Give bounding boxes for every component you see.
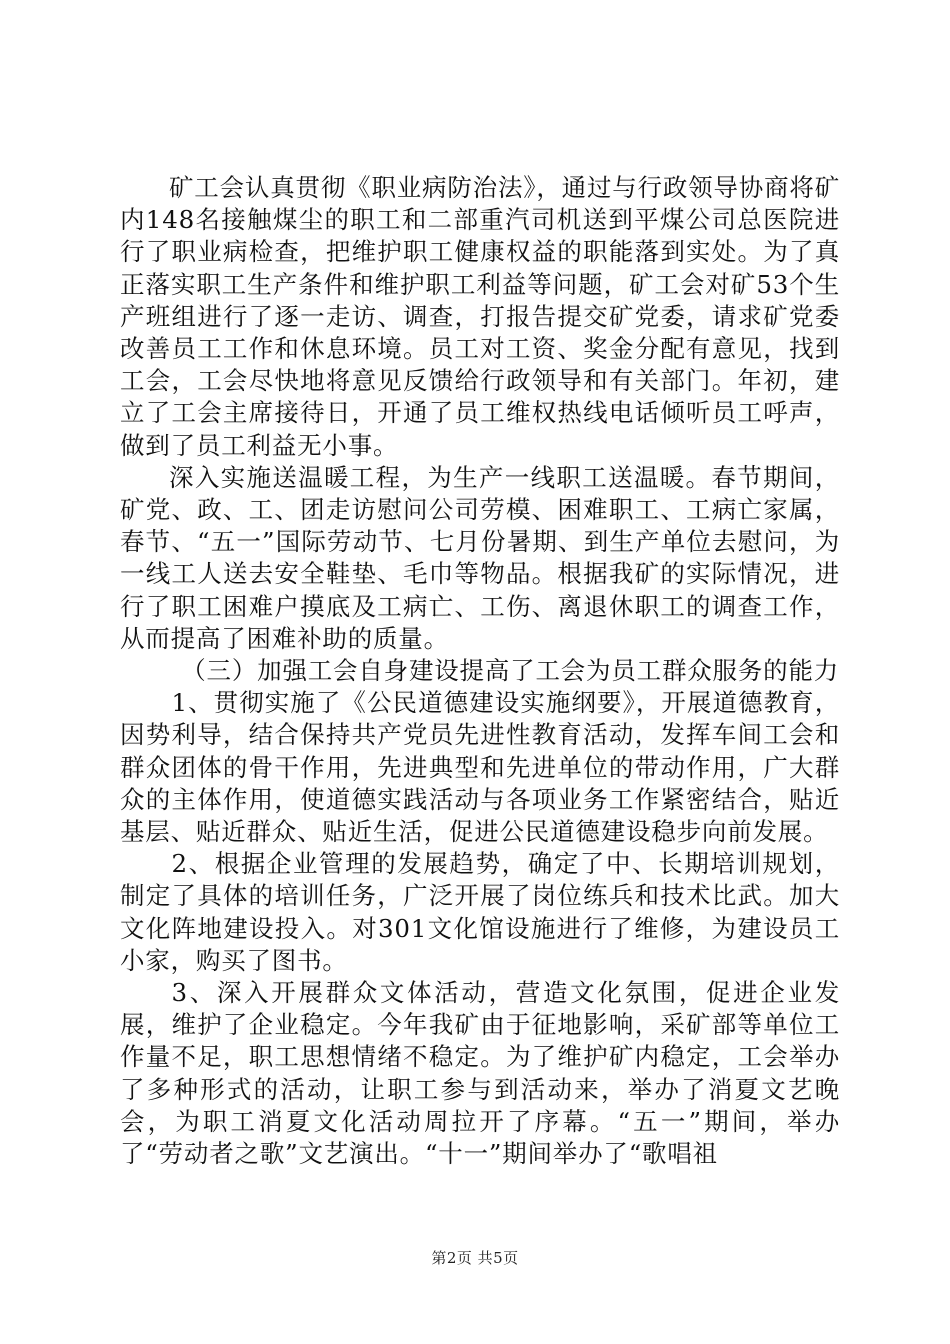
document-body [120, 172, 840, 1170]
section-heading-3: （三）加强工会自身建设提高了工会为员工群众服务的能力 [181, 656, 840, 686]
paragraph-occupational-health: 矿工会认真贯彻《职业病防治法》，通过与行政领导协商将矿内148名接触煤尘的职工和二部重汽司机送到平煤公司总医院进行了职业病检查，把维护职工健康权益的职能落到实处。为了真正落实职工生产条件和维护职工利益等问题，矿工会对矿53个生产班组进行了逐一走访、调查，打报告提交矿党委，请求矿党委改善员工工作和休息环境。员工对工资、奖金分配有意见，找到工会，工会尽快地将意见反馈给行政领导和有关部门。年初，建立了工会主席接待日，开通了员工维权热线电话倾听员工呼声，做到了员工利益无小事。 [120, 173, 840, 460]
list-item-2-training-plan: 2、根据企业管理的发展趋势，确定了中、长期培训规划，制定了具体的培训任务，广泛开展了岗位练兵和技术比武。加大文化阵地建设投入。对301文化馆设施进行了维修，为建设员工小家，购买了图书。 [120, 849, 840, 975]
page-number-footer: 第2页 共5页 [431, 1249, 519, 1267]
paragraph-warmth-project: 深入实施送温暖工程，为生产一线职工送温暖。春节期间，矿党、政、工、团走访慰问公司劳模、困难职工、工病亡家属，春节、“五一”国际劳动节、七月份暑期、到生产单位去慰问，为一线工人送去安全鞋垫、毛巾等物品。根据我矿的实际情况，进行了职工困难户摸底及工病亡、工伤、离退休职工的调查工作，从而提高了困难补助的质量。 [120, 462, 840, 653]
list-item-1-moral-education: 1、贯彻实施了《公民道德建设实施纲要》，开展道德教育，因势利导，结合保持共产党员先进性教育活动，发挥车间工会和群众团体的骨干作用，先进典型和先进单位的带动作用，广大群众的主体作用，使道德实践活动与各项业务工作紧密结合，贴近基层、贴近群众、贴近生活，促进公民道德建设稳步向前发展。 [120, 688, 840, 847]
list-item-3-cultural-activities: 3、深入开展群众文体活动，营造文化氛围，促进企业发展，维护了企业稳定。今年我矿由于征地影响，采矿部等单位工作量不足，职工思想情绪不稳定。为了维护矿内稳定，工会举办了多种形式的活动，让职工参与到活动来，举办了消夏文艺晚会，为职工消夏文化活动周拉开了序幕。“五一”期间，举办了“劳动者之歌”文艺演出。“十一”期间举办了“歌唱祖 [120, 978, 840, 1169]
